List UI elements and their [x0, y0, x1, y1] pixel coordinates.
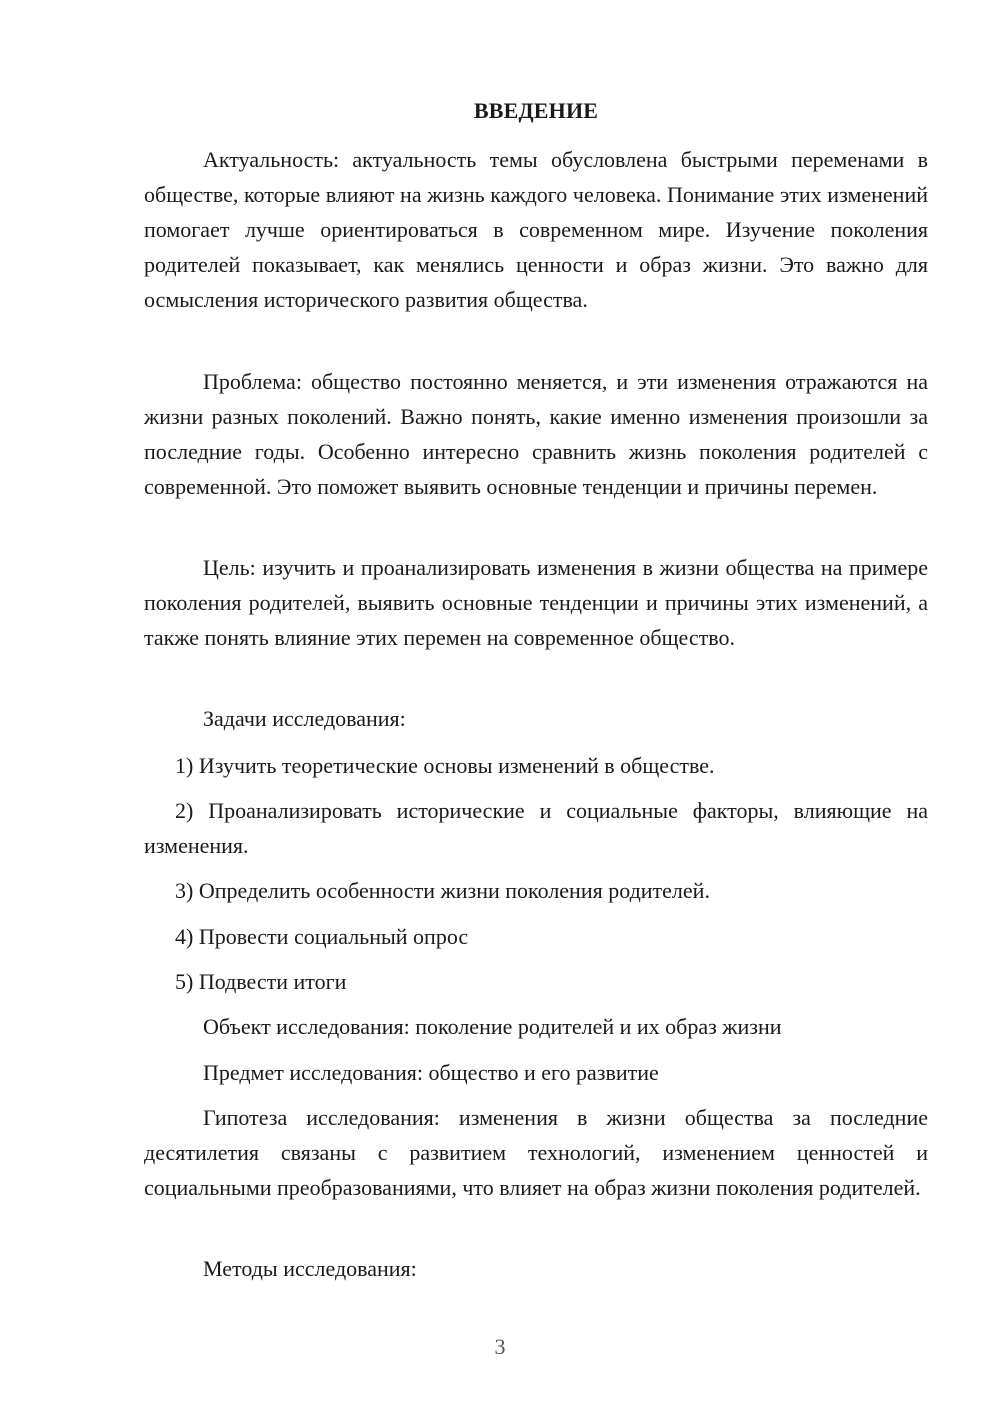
task-item-2: 2) Проанализировать исторические и социальные факторы, влияющие на изменения. [144, 798, 928, 858]
goal-paragraph: Цель: изучить и проанализировать изменения в жизни общества на примере поколения родителей, выявить основные тенденции и причины этих изменений, а также понять влияние этих перемен на современное общество. [144, 555, 928, 650]
section-heading: ВВЕДЕНИЕ [473, 98, 599, 123]
tasks-title: Задачи исследования: [203, 706, 406, 731]
problem-paragraph: Проблема: общество постоянно меняется, и эти изменения отражаются на жизни разных поколений. Важно понять, какие именно изменения произошли за последние годы. Особенно интересно сравнить жизнь поколения родителей с современной. Это поможет выявить основные тенденции и причины перемен. [144, 369, 928, 499]
task-item-5: 5) Подвести итоги [175, 969, 347, 994]
task-item-4: 4) Провести социальный опрос [175, 924, 469, 949]
object-paragraph: Объект исследования: поколение родителей и их образ жизни [203, 1014, 782, 1039]
methods-title: Методы исследования: [203, 1256, 417, 1281]
page-number: 3 [494, 1334, 506, 1359]
task-item-3: 3) Определить особенности жизни поколения родителей. [175, 878, 710, 903]
subject-paragraph: Предмет исследования: общество и его развитие [203, 1060, 659, 1085]
relevance-paragraph: Актуальность: актуальность темы обусловлена быстрыми переменами в обществе, которые влияют на жизнь каждого человека. Понимание этих изменений помогает лучше ориентироваться в современном мире. Изучение поколения родителей показывает, как менялись ценности и образ жизни. Это важно для осмысления исторического развития общества. [144, 147, 928, 312]
hypothesis-paragraph: Гипотеза исследования: изменения в жизни общества за последние десятилетия связаны с развитием технологий, изменением ценностей и социальными преобразованиями, что влияет на образ жизни поколения родителей. [144, 1105, 928, 1200]
task-item-1: 1) Изучить теоретические основы изменений в обществе. [175, 753, 715, 778]
